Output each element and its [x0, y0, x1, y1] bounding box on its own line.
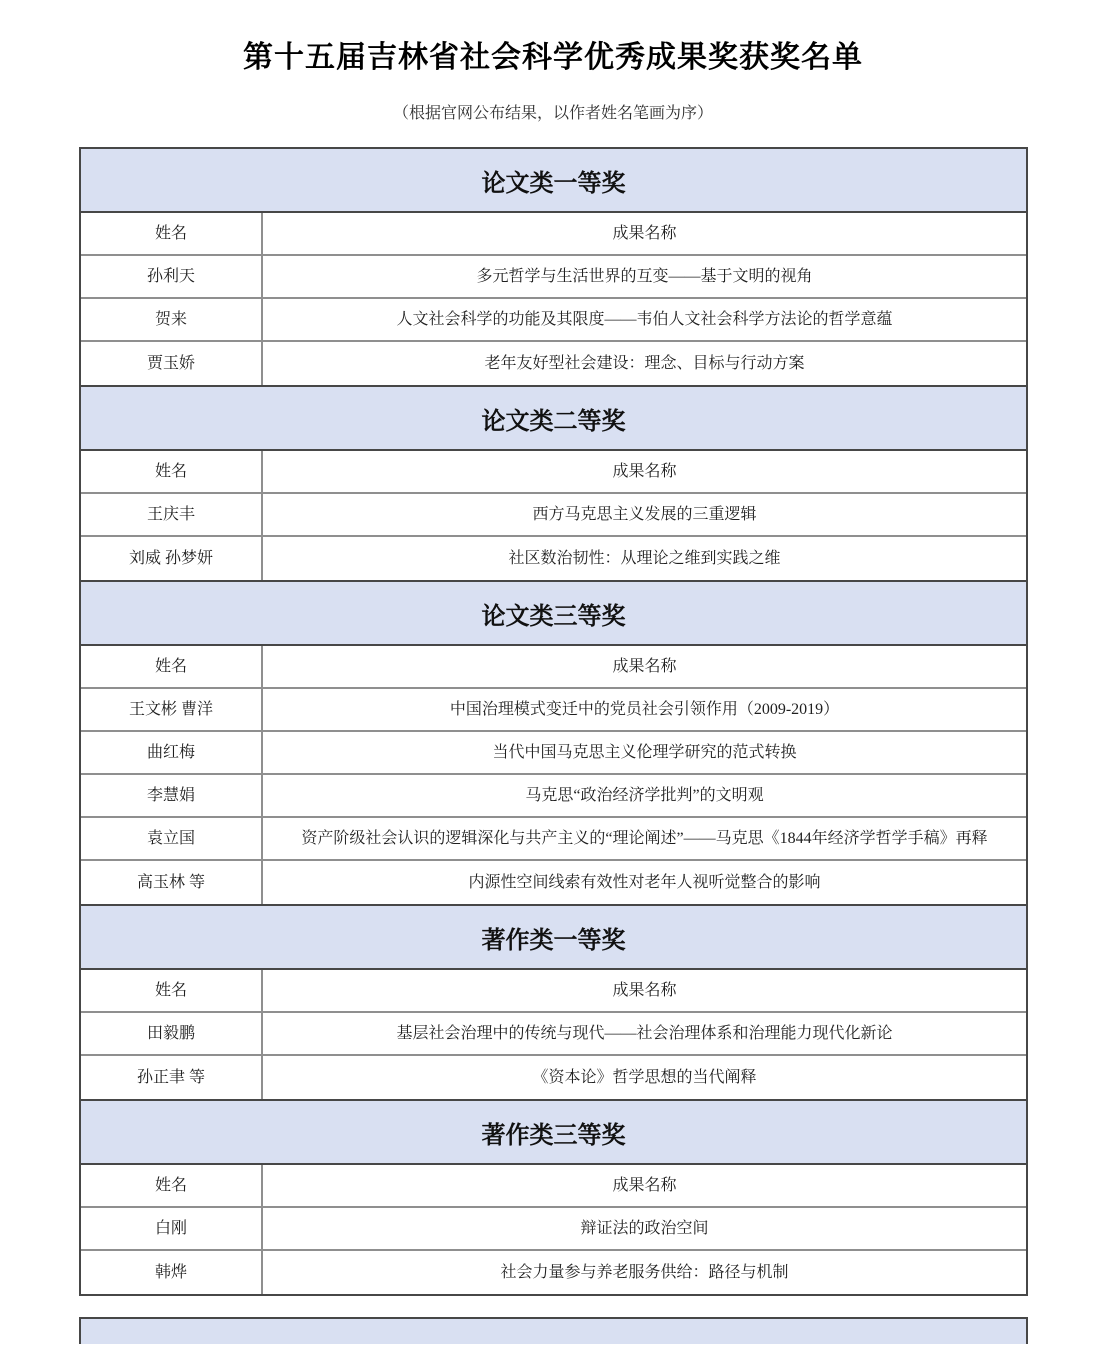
table-row	[81, 256, 1026, 299]
table-row	[81, 537, 1026, 580]
author-name-cell: 王庆丰	[81, 494, 263, 535]
work-title-cell: 多元哲学与生活世界的互变——基于文明的视角	[476, 267, 813, 285]
column-header-name: 姓名	[81, 1165, 263, 1206]
award-table	[79, 147, 1028, 1296]
table-row	[81, 342, 1026, 385]
column-header-name: 姓名	[81, 646, 263, 687]
work-title-cell: 资产阶级社会认识的逻辑深化与共产主义的“理论阐述”——马克思《1844年经济学哲学手稿》再释	[301, 829, 988, 847]
page-title: 第十五届吉林省社会科学优秀成果奖获奖名单	[243, 41, 863, 74]
column-header-row	[81, 451, 1026, 494]
section-title: 论文类二等奖	[81, 385, 1026, 451]
author-name-cell: 王文彬 曹洋	[81, 689, 263, 730]
author-name-cell: 白刚	[81, 1208, 263, 1249]
table-row	[81, 299, 1026, 342]
table-row	[81, 861, 1026, 904]
table-row	[81, 775, 1026, 818]
author-name-cell: 曲红梅	[81, 732, 263, 773]
column-header-row	[81, 970, 1026, 1013]
work-title-cell: 辩证法的政治空间	[580, 1219, 709, 1237]
table-row	[81, 1013, 1026, 1056]
section-title: 著作类一等奖	[81, 904, 1026, 970]
table-row	[81, 1208, 1026, 1251]
author-name-cell: 袁立国	[81, 818, 263, 859]
work-title-cell: 人文社会科学的功能及其限度——韦伯人文社会科学方法论的哲学意蕴	[396, 310, 893, 328]
author-name-cell: 刘威 孙梦妍	[81, 537, 263, 580]
author-name-cell: 李慧娟	[81, 775, 263, 816]
column-header-work: 成果名称	[612, 981, 677, 999]
table-row	[81, 689, 1026, 732]
work-title-cell: 《资本论》哲学思想的当代阐释	[532, 1068, 757, 1086]
column-header-work: 成果名称	[612, 224, 677, 242]
table-row	[81, 1056, 1026, 1099]
work-title-cell: 基层社会治理中的传统与现代——社会治理体系和治理能力现代化新论	[396, 1024, 893, 1042]
author-name-cell: 韩烨	[81, 1251, 263, 1294]
author-name-cell: 贾玉娇	[81, 342, 263, 385]
table-row	[81, 1251, 1026, 1294]
work-title-cell: 老年友好型社会建设：理念、目标与行动方案	[484, 354, 805, 372]
award-section-book-first	[81, 904, 1026, 1099]
work-title-cell: 内源性空间线索有效性对老年人视听觉整合的影响	[468, 873, 821, 891]
column-header-work: 成果名称	[612, 1176, 677, 1194]
column-header-name: 姓名	[81, 970, 263, 1011]
column-header-row	[81, 646, 1026, 689]
award-section-paper-first	[81, 149, 1026, 385]
work-title-cell: 中国治理模式变迁中的党员社会引领作用（2009-2019）	[449, 700, 840, 718]
section-title: 著作类三等奖	[81, 1099, 1026, 1165]
column-header-name: 姓名	[81, 451, 263, 492]
column-header-work: 成果名称	[612, 657, 677, 675]
column-header-name: 姓名	[81, 213, 263, 254]
author-name-cell: 贺来	[81, 299, 263, 340]
column-header-work: 成果名称	[612, 462, 677, 480]
table-row	[81, 818, 1026, 861]
award-section-paper-second	[81, 385, 1026, 580]
author-name-cell: 田毅鹏	[81, 1013, 263, 1054]
column-header-row	[81, 213, 1026, 256]
section-title: 论文类一等奖	[81, 149, 1026, 213]
author-name-cell: 孙利天	[81, 256, 263, 297]
table-row	[81, 494, 1026, 537]
work-title-cell: 当代中国马克思主义伦理学研究的范式转换	[492, 743, 797, 761]
work-title-cell: 马克思“政治经济学批判”的文明观	[525, 786, 764, 804]
author-name-cell: 孙正聿 等	[81, 1056, 263, 1099]
award-section-paper-third	[81, 580, 1026, 904]
work-title-cell: 社区数治韧性：从理论之维到实践之维	[508, 549, 781, 567]
work-title-cell: 社会力量参与养老服务供给：路径与机制	[500, 1263, 789, 1281]
column-header-row	[81, 1165, 1026, 1208]
author-name-cell: 高玉林 等	[81, 861, 263, 904]
section-title: 论文类三等奖	[81, 580, 1026, 646]
next-section-header-cropped	[79, 1317, 1028, 1344]
table-row	[81, 732, 1026, 775]
award-section-book-third	[81, 1099, 1026, 1294]
page-subtitle: （根据官网公布结果，以作者姓名笔画为序）	[392, 105, 713, 122]
work-title-cell: 西方马克思主义发展的三重逻辑	[532, 505, 757, 523]
